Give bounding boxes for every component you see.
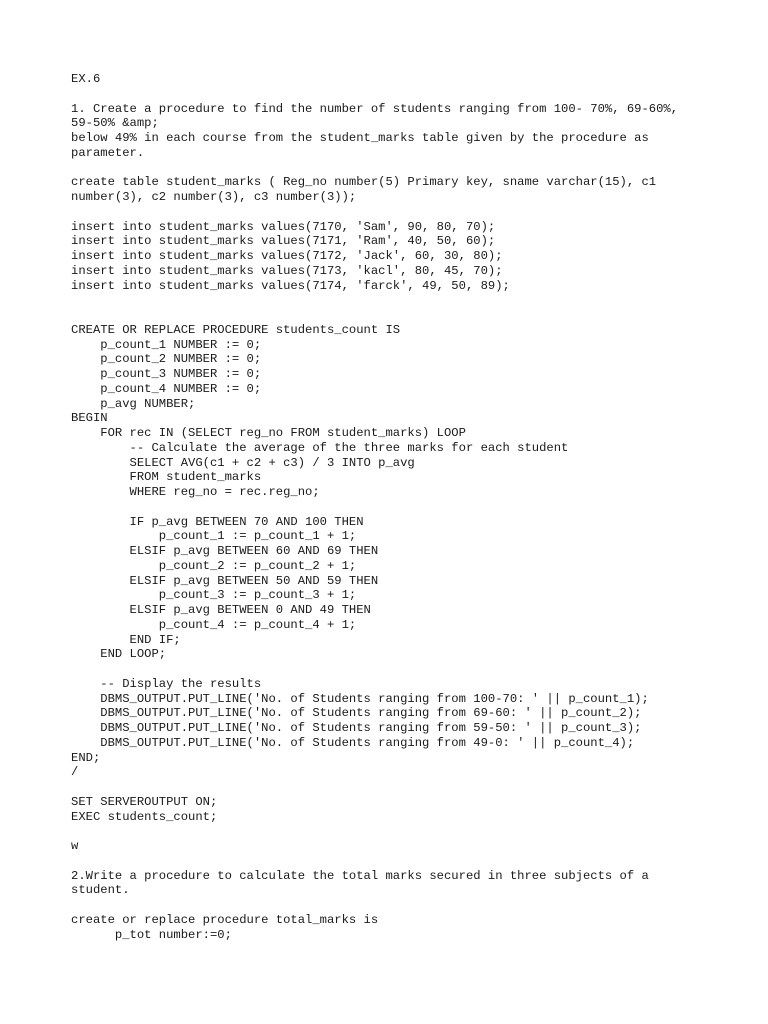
- document-line: FOR rec IN (SELECT reg_no FROM student_marks) LOOP: [71, 426, 466, 440]
- document-line: IF p_avg BETWEEN 70 AND 100 THEN: [71, 514, 364, 529]
- document-line: w: [71, 839, 79, 853]
- document-line: student.: [71, 883, 130, 898]
- document-line: [71, 662, 731, 677]
- document-line: FROM student_marks: [71, 470, 262, 485]
- document-line: EX.6: [71, 72, 101, 86]
- document-line: p_count_4 NUMBER := 0;: [71, 381, 262, 396]
- document-line: [71, 293, 731, 308]
- document-line: [71, 87, 731, 102]
- document-line: ELSIF p_avg BETWEEN 50 AND 59 THEN: [71, 573, 379, 588]
- document-line: p_count_3 := p_count_3 + 1;: [71, 588, 357, 603]
- document-line: insert into student_marks values(7173, 'kacl', 80, 45, 70);: [71, 263, 503, 278]
- document-line: [71, 205, 731, 220]
- document-line: 59-50% &amp;: [71, 116, 159, 131]
- document-line: p_avg NUMBER;: [71, 396, 196, 411]
- document-line: p_count_3 NUMBER := 0;: [71, 367, 262, 381]
- document-line: insert into student_marks values(7171, 'Ram', 40, 50, 60);: [71, 234, 496, 249]
- document-line: insert into student_marks values(7172, 'Jack', 60, 30, 80);: [71, 249, 503, 263]
- document-line: p_count_4 := p_count_4 + 1;: [71, 617, 357, 632]
- document-line: parameter.: [71, 145, 145, 160]
- document-line: p_count_2 NUMBER := 0;: [71, 352, 262, 367]
- document-line: -- Calculate the average of the three marks for each student: [71, 440, 569, 455]
- document-line: END IF;: [71, 632, 181, 647]
- document-line: [71, 500, 731, 515]
- document-line: SET SERVEROUTPUT ON;: [71, 794, 218, 809]
- document-line: CREATE OR REPLACE PROCEDURE students_count IS: [71, 322, 401, 337]
- document-line: insert into student_marks values(7174, 'farck', 49, 50, 89);: [71, 278, 510, 293]
- document-line: -- Display the results: [71, 676, 262, 691]
- document-line: 1. Create a procedure to find the number of students ranging from 100- 70%, 69-60%,: [71, 101, 679, 116]
- document-line: END LOOP;: [71, 647, 167, 662]
- document-line: ELSIF p_avg BETWEEN 60 AND 69 THEN: [71, 544, 379, 558]
- document-line: DBMS_OUTPUT.PUT_LINE('No. of Students ranging from 49-0: ' || p_count_4);: [71, 735, 635, 750]
- document-line: below 49% in each course from the student_marks table given by the procedure as: [71, 131, 649, 145]
- document-line: p_tot number:=0;: [71, 927, 232, 942]
- document-line: create table student_marks ( Reg_no number(5) Primary key, sname varchar(15), c1: [71, 175, 657, 190]
- document-line: ELSIF p_avg BETWEEN 0 AND 49 THEN: [71, 603, 371, 617]
- document-line: [71, 898, 731, 913]
- document-line: DBMS_OUTPUT.PUT_LINE('No. of Students ranging from 69-60: ' || p_count_2);: [71, 706, 642, 721]
- document-line: [71, 780, 731, 795]
- document-line: [71, 824, 731, 839]
- document-line: /: [71, 765, 79, 780]
- document-line: p_count_2 := p_count_2 + 1;: [71, 558, 357, 573]
- document-line: END;: [71, 750, 101, 765]
- document-line: DBMS_OUTPUT.PUT_LINE('No. of Students ranging from 59-50: ' || p_count_3);: [71, 721, 642, 735]
- document-line: p_count_1 NUMBER := 0;: [71, 337, 262, 352]
- document-line: p_count_1 := p_count_1 + 1;: [71, 529, 357, 544]
- document-line: WHERE reg_no = rec.reg_no;: [71, 485, 320, 499]
- document-line: BEGIN: [71, 411, 108, 426]
- document-line: create or replace procedure total_marks is: [71, 912, 379, 927]
- document-line: DBMS_OUTPUT.PUT_LINE('No. of Students ranging from 100-70: ' || p_count_1);: [71, 691, 649, 706]
- document-line: 2.Write a procedure to calculate the total marks secured in three subjects of a: [71, 868, 649, 883]
- document-line: insert into student_marks values(7170, 'Sam', 90, 80, 70);: [71, 219, 496, 234]
- document-line: [71, 308, 731, 323]
- document-line: EXEC students_count;: [71, 809, 218, 824]
- document-line: number(3), c2 number(3), c3 number(3));: [71, 190, 357, 204]
- document-line: [71, 161, 731, 176]
- document-body: [71, 72, 731, 942]
- document-line: SELECT AVG(c1 + c2 + c3) / 3 INTO p_avg: [71, 455, 415, 470]
- document-line: [71, 854, 731, 869]
